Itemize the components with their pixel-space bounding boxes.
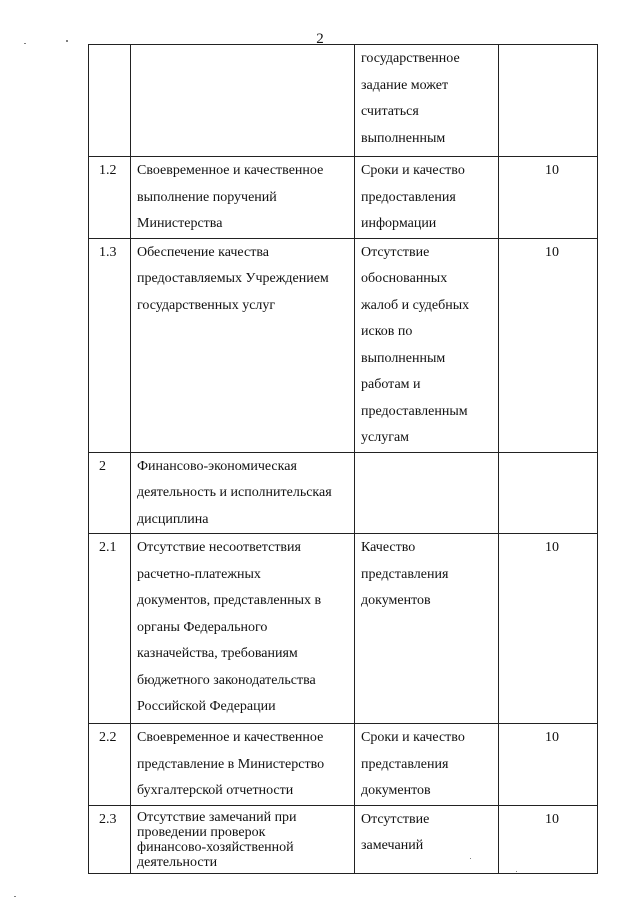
indicator-text: Сроки и качество представления документов — [361, 730, 465, 798]
row-number — [89, 238, 131, 452]
points-cell — [499, 157, 598, 239]
points-cell — [499, 45, 598, 157]
row-number-text: 2 — [99, 458, 106, 474]
criteria-table — [88, 44, 598, 874]
indicator-cell — [355, 452, 499, 534]
indicator-text: Сроки и качество предоставления информации — [361, 163, 465, 231]
indicator-text: Качество представления документов — [361, 540, 449, 608]
criterion-text: Своевременное и качественное представление в Министерство бухгалтерской отчетности — [137, 730, 325, 798]
indicator-cell — [355, 805, 499, 873]
criterion-text: Отсутствие замечаний при проведении проверок финансово-хозяйственной деятельности — [137, 809, 297, 870]
points-cell — [499, 805, 598, 873]
points-text: 10 — [545, 540, 559, 555]
criterion-text: Своевременное и качественное выполнение поручений Министерства — [137, 163, 324, 231]
row-number — [89, 452, 131, 534]
scan-speck — [14, 896, 16, 897]
indicator-cell — [355, 238, 499, 452]
points-text: 10 — [545, 811, 559, 827]
indicator-text: Отсутствие обоснованных жалоб и судебных исков по выполненным работам и предоставленным услугам — [361, 244, 470, 445]
points-text: 10 — [545, 163, 559, 178]
criterion-cell — [131, 724, 355, 806]
points-cell — [499, 452, 598, 534]
row-number-text: 2.1 — [99, 540, 117, 555]
scan-speck — [24, 43, 26, 44]
points-text: 10 — [545, 730, 559, 745]
row-number-text: 1.3 — [99, 244, 117, 260]
row-number — [89, 805, 131, 873]
indicator-cell — [355, 157, 499, 239]
criterion-cell — [131, 534, 355, 724]
criterion-cell — [131, 157, 355, 239]
row-number-text: 1.2 — [99, 163, 117, 178]
criterion-cell — [131, 45, 355, 157]
criterion-cell — [131, 452, 355, 534]
criterion-text: Финансово-экономическая деятельность и исполнительская дисциплина — [137, 458, 332, 527]
row-number — [89, 724, 131, 806]
indicator-text: Отсутствие замечаний — [361, 811, 430, 853]
indicator-cell — [355, 45, 499, 157]
table-row — [89, 238, 598, 452]
indicator-text: государственное задание может считаться выполненным — [361, 51, 460, 146]
points-cell — [499, 534, 598, 724]
page-number: 2 — [316, 31, 324, 47]
criterion-cell — [131, 238, 355, 452]
indicator-cell — [355, 534, 499, 724]
points-text: 10 — [545, 244, 559, 260]
table-row — [89, 452, 598, 534]
table-row — [89, 534, 598, 724]
criterion-text: Обеспечение качества предоставляемых Учреждением государственных услуг — [137, 244, 329, 313]
row-number — [89, 45, 131, 157]
table-row — [89, 805, 598, 873]
indicator-cell — [355, 724, 499, 806]
row-number-text: 2.2 — [99, 730, 117, 745]
points-cell — [499, 238, 598, 452]
row-number — [89, 157, 131, 239]
table-row — [89, 724, 598, 806]
points-cell — [499, 724, 598, 806]
criterion-text: Отсутствие несоответствия расчетно-платежных документов, представленных в органы Федерального казначейства, требованиям бюджетного законодательства Российской Федерации — [137, 540, 322, 714]
row-number — [89, 534, 131, 724]
table-row — [89, 45, 598, 157]
criterion-cell — [131, 805, 355, 873]
scan-speck — [66, 40, 68, 42]
table-row — [89, 157, 598, 239]
row-number-text: 2.3 — [99, 811, 117, 827]
